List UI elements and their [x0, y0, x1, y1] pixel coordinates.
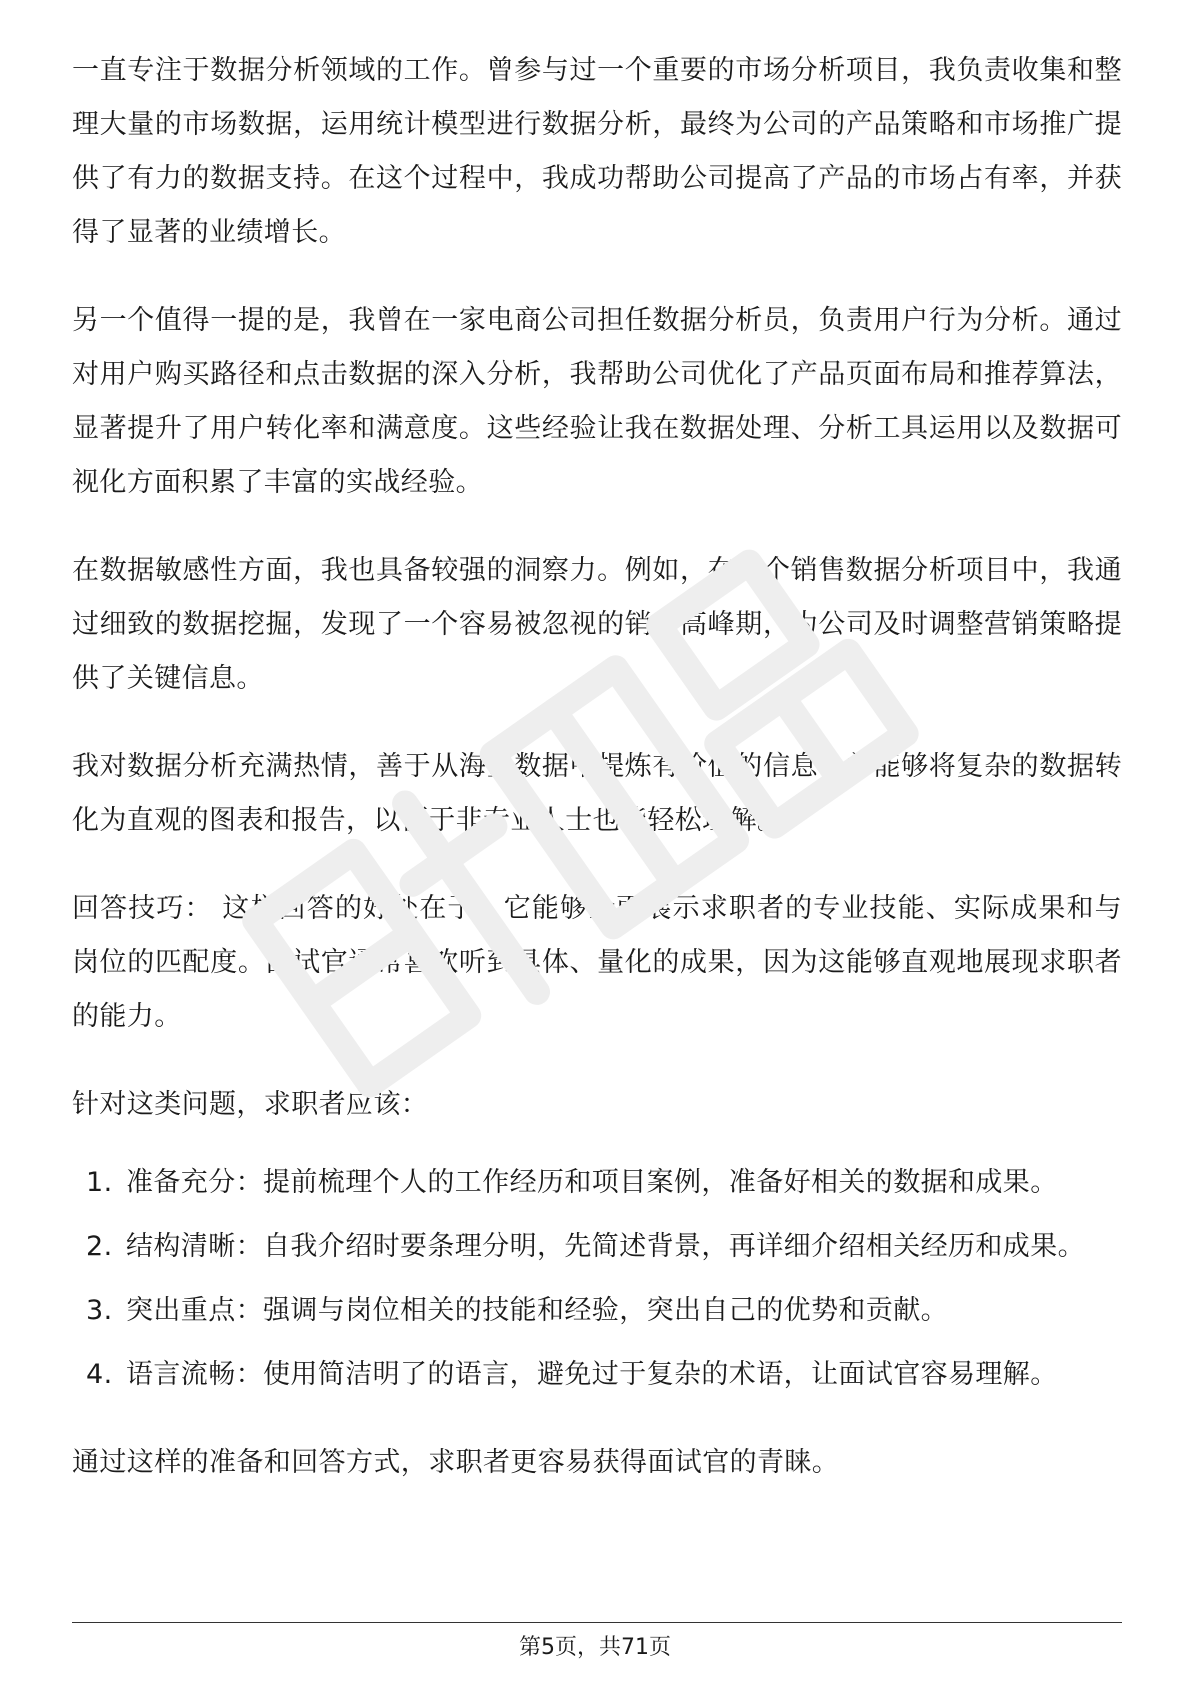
paragraph-list-intro: 针对这类问题，求职者应该：: [72, 1089, 429, 1120]
list-text: 准备充分：提前梳理个人的工作经历和项目案例，准备好相关的数据和成果。: [126, 1167, 1058, 1198]
paragraph-ecommerce: 另一个值得一提的是，我曾在一家电商公司担任数据分析员，负责用户行为分析。通过对用户购买路径和点击数据的深入分析，我帮助公司优化了产品页面布局和推荐算法，显著提升了用户转化率和满意度。这些经验让我在数据处理、分析工具运用以及数据可视化方面积累了丰富的实战经验。: [72, 305, 1122, 498]
footer-divider: [72, 1622, 1122, 1623]
list-number: 3.: [86, 1295, 113, 1326]
document-body: [72, 44, 1122, 1524]
list-text: 突出重点：强调与岗位相关的技能和经验，突出自己的优势和贡献。: [126, 1295, 948, 1326]
list-number: 1.: [86, 1167, 113, 1198]
list-text: 语言流畅：使用简洁明了的语言，避免过于复杂的术语，让面试官容易理解。: [126, 1359, 1058, 1390]
list-item: [72, 1284, 1122, 1338]
paragraph-sensitivity: 在数据敏感性方面，我也具备较强的洞察力。例如，在一个销售数据分析项目中，我通过细致的数据挖掘，发现了一个容易被忽视的销售高峰期，为公司及时调整营销策略提供了关键信息。: [72, 555, 1122, 694]
page-number: 第5页，共71页: [519, 1635, 671, 1660]
list-item: [72, 1348, 1122, 1402]
advice-list: [72, 1156, 1122, 1402]
list-number: 2.: [86, 1231, 113, 1262]
paragraph-answer-tips: 回答技巧： 这样回答的好处在于，它能够全面展示求职者的专业技能、实际成果和与岗位的匹配度。面试官通常喜欢听到具体、量化的成果，因为这能够直观地展现求职者的能力。: [72, 893, 1122, 1032]
paragraph-experience: 一直专注于数据分析领域的工作。曾参与过一个重要的市场分析项目，我负责收集和整理大量的市场数据，运用统计模型进行数据分析，最终为公司的产品策略和市场推广提供了有力的数据支持。在这个过程中，我成功帮助公司提高了产品的市场占有率，并获得了显著的业绩增长。: [72, 55, 1122, 248]
list-item: [72, 1220, 1122, 1274]
list-item: [72, 1156, 1122, 1210]
list-text: 结构清晰：自我介绍时要条理分明，先简述背景，再详细介绍相关经历和成果。: [126, 1231, 1085, 1262]
list-number: 4.: [86, 1359, 113, 1390]
paragraph-closing: 通过这样的准备和回答方式，求职者更容易获得面试官的青睐。: [72, 1447, 840, 1478]
paragraph-passion: 我对数据分析充满热情，善于从海量数据中提炼有价值的信息，并能够将复杂的数据转化为直观的图表和报告，以便于非专业人士也能轻松理解。: [72, 751, 1122, 836]
